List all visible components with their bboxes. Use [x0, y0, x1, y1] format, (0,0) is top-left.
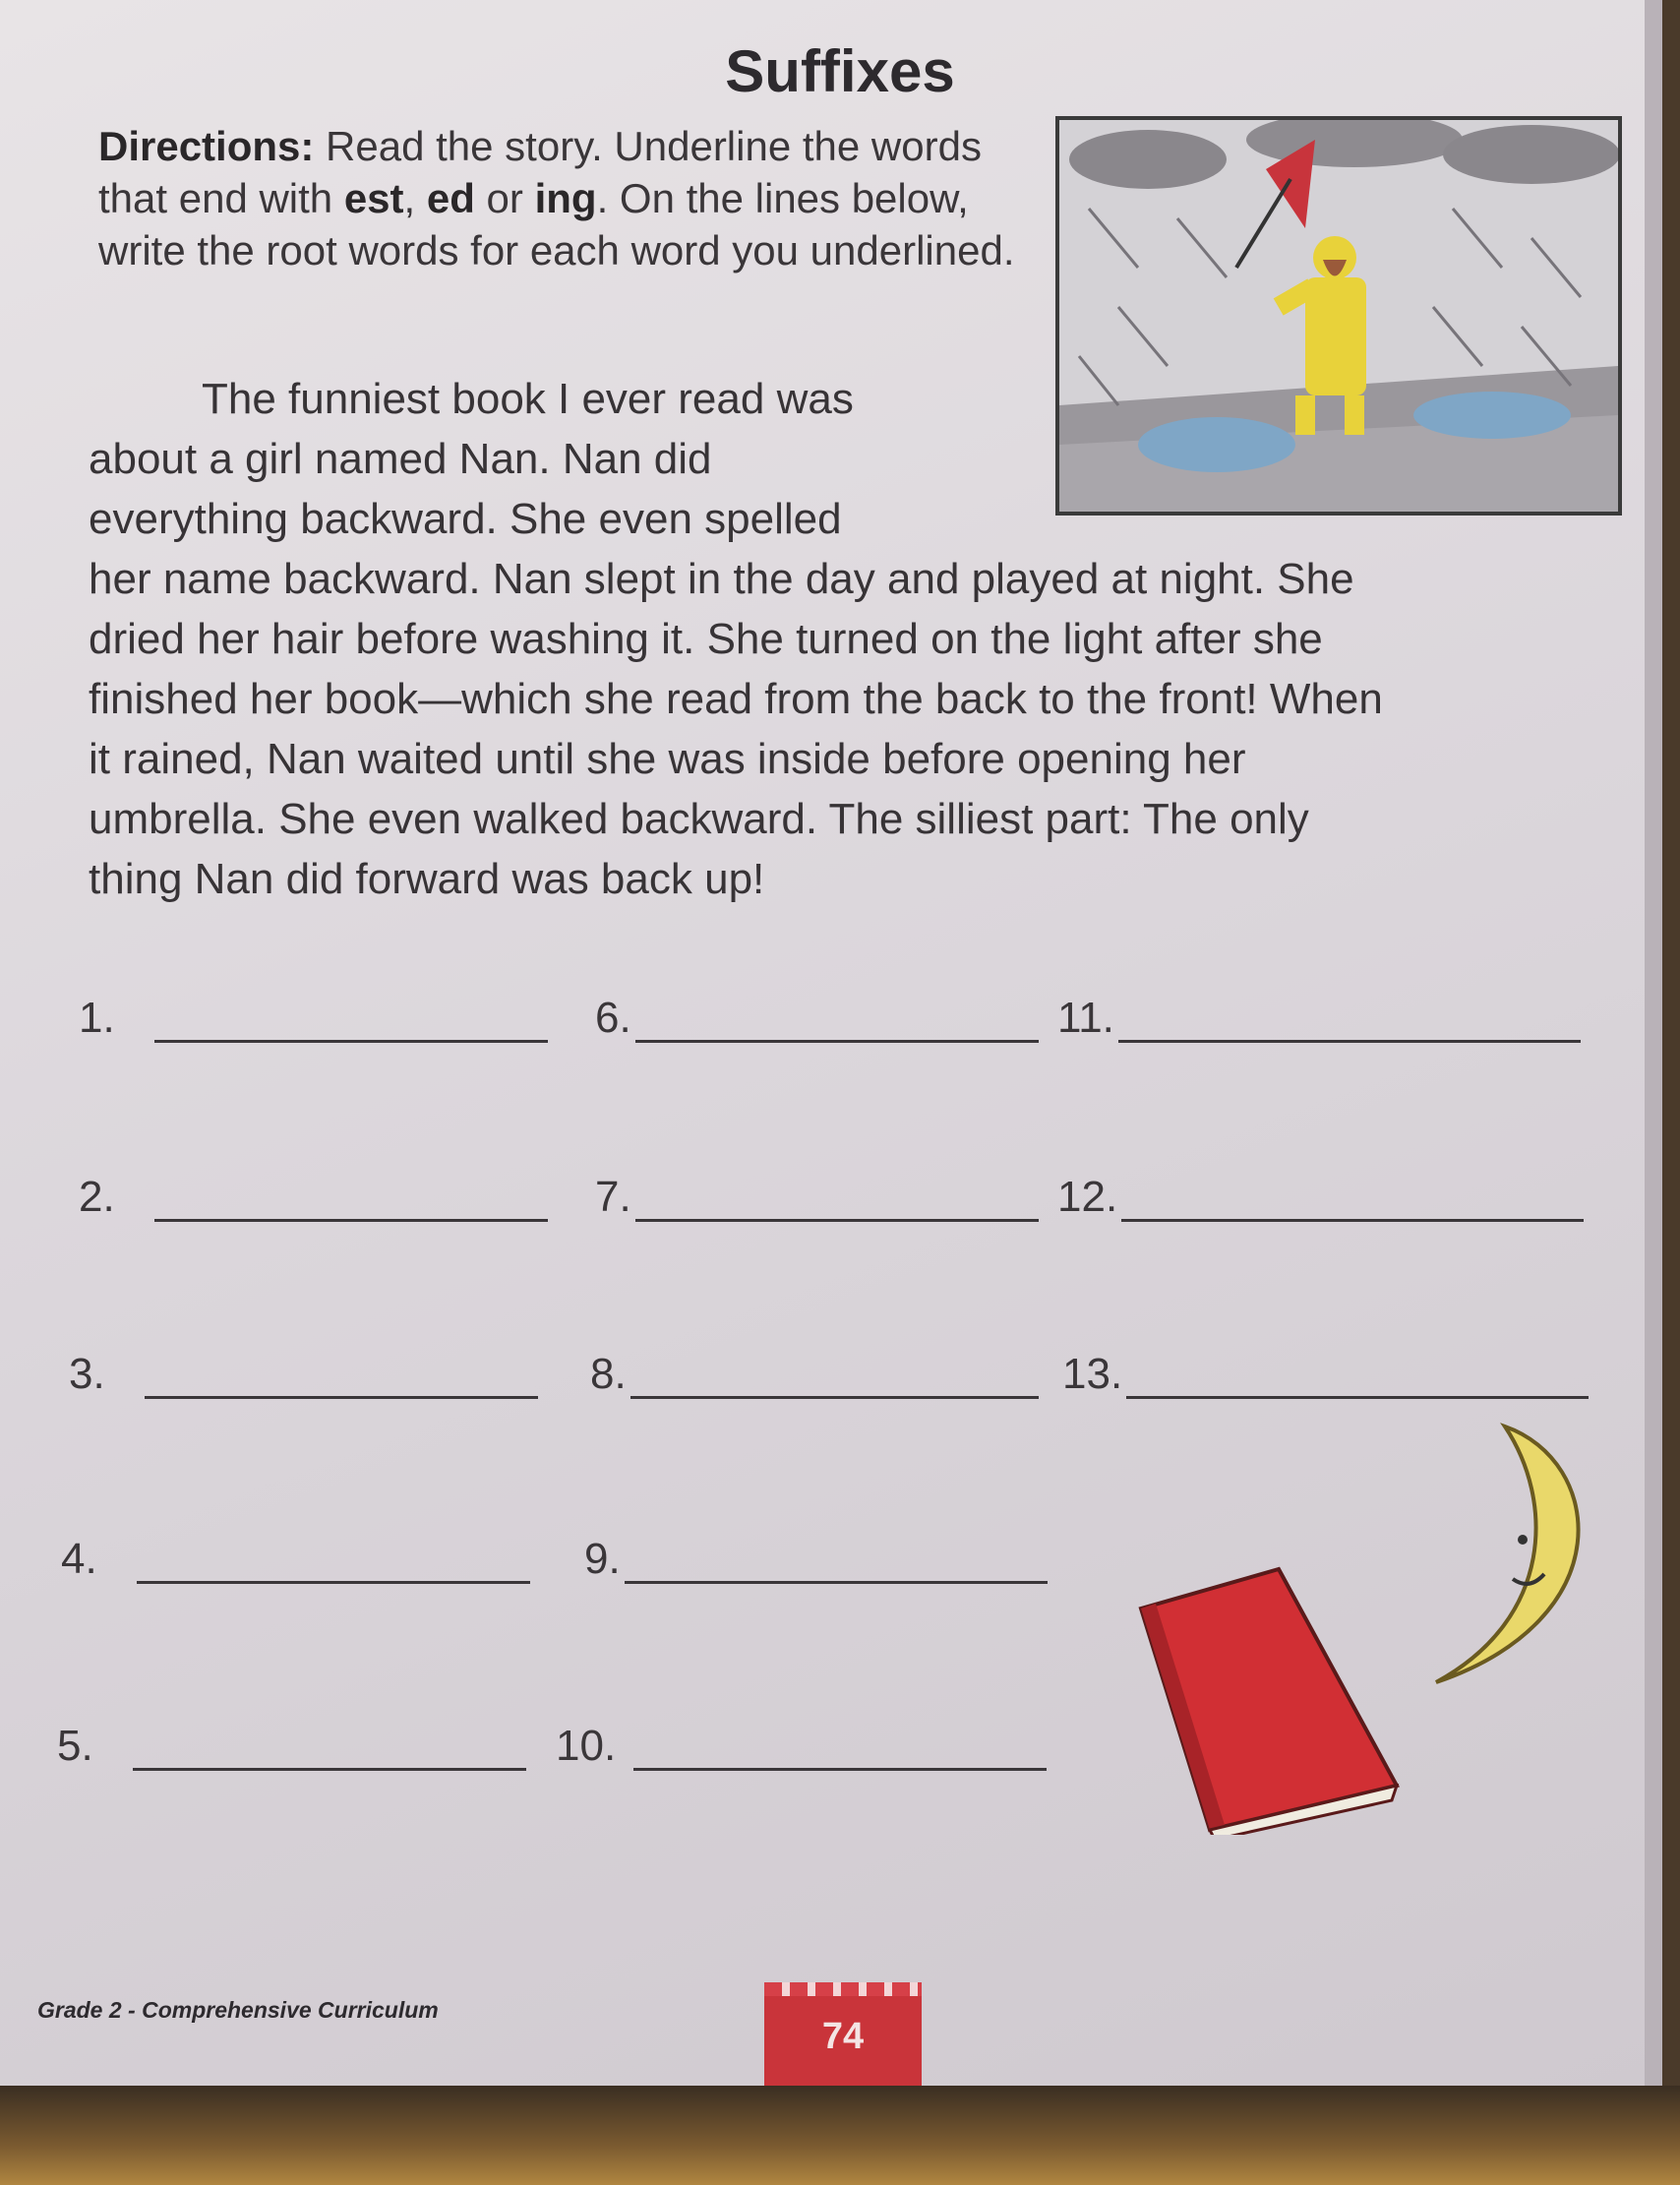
answer-blank[interactable]: [154, 1001, 548, 1043]
directions-text: [98, 120, 1043, 276]
answer-number: 12.: [1057, 1173, 1118, 1221]
answer-blank[interactable]: [635, 1001, 1039, 1043]
story-line: everything backward. She even spelled: [89, 495, 842, 543]
answer-number: 8.: [590, 1350, 627, 1398]
suffix-est: est: [343, 175, 404, 221]
answer-line-9[interactable]: [584, 1535, 1048, 1584]
answer-number: 13.: [1062, 1350, 1123, 1398]
answer-number: 6.: [595, 994, 631, 1042]
desk-background: [0, 2086, 1680, 2185]
answer-number: 2.: [79, 1173, 115, 1221]
answer-blank[interactable]: [145, 1357, 538, 1399]
answer-line-13[interactable]: [1062, 1350, 1589, 1399]
answer-line-7[interactable]: [595, 1173, 1039, 1222]
answer-number: 9.: [584, 1535, 621, 1583]
answer-number: 3.: [69, 1350, 105, 1398]
directions-sep-2: or: [474, 175, 535, 221]
answer-number: 1.: [79, 994, 115, 1042]
answer-line-4[interactable]: [61, 1535, 530, 1584]
answer-number: 7.: [595, 1173, 631, 1221]
suffix-ing: ing: [534, 175, 597, 221]
answer-blank[interactable]: [1126, 1357, 1589, 1399]
answer-number: 4.: [61, 1535, 97, 1583]
crescent-moon-icon: [1407, 1422, 1623, 1687]
directions-part-1: Read the story. Underline the words that end with: [98, 123, 982, 221]
answer-number: 11.: [1057, 994, 1114, 1042]
story-line: umbrella. She even walked backward. The silliest part: The only: [89, 795, 1309, 843]
answer-line-2[interactable]: [79, 1173, 548, 1222]
red-book-icon: [1131, 1559, 1407, 1835]
answer-blank[interactable]: [1118, 1001, 1581, 1043]
story-line: it rained, Nan waited until she was inside before opening her: [89, 735, 1246, 783]
answer-blank[interactable]: [633, 1729, 1047, 1771]
answer-line-12[interactable]: [1057, 1173, 1584, 1222]
suffix-ed: ed: [426, 175, 475, 221]
story-line: thing Nan did forward was back up!: [89, 855, 765, 903]
page-edge: [1645, 0, 1662, 2086]
answer-line-8[interactable]: [590, 1350, 1039, 1399]
answer-blank[interactable]: [154, 1180, 548, 1222]
page-number-badge: 74: [764, 1982, 922, 2086]
answer-line-11[interactable]: [1057, 994, 1581, 1043]
story-line: her name backward. Nan slept in the day and played at night. She: [89, 555, 1354, 603]
answer-number: 5.: [57, 1722, 93, 1770]
answer-blank[interactable]: [630, 1357, 1039, 1399]
answer-line-6[interactable]: [595, 994, 1039, 1043]
answer-line-5[interactable]: [57, 1722, 526, 1771]
answer-blank[interactable]: [133, 1729, 526, 1771]
story-line-1: The funniest book I ever read was: [202, 375, 854, 423]
story-text: [89, 369, 1623, 909]
directions-label: Directions:: [98, 123, 315, 169]
page-number-decoration: [764, 1982, 922, 1996]
answer-blank[interactable]: [1121, 1180, 1584, 1222]
answer-blank[interactable]: [137, 1542, 530, 1584]
answer-line-10[interactable]: [556, 1722, 1047, 1771]
curriculum-footer: Grade 2 - Comprehensive Curriculum: [37, 1997, 439, 2023]
answer-number: 10.: [556, 1722, 617, 1770]
answer-line-1[interactable]: [79, 994, 548, 1043]
directions-sep-1: ,: [403, 175, 427, 221]
story-line: dried her hair before washing it. She turned on the light after she: [89, 615, 1323, 663]
story-line: [89, 369, 1008, 429]
story-line: finished her book—which she read from the back to the front! When: [89, 675, 1383, 723]
story-line: about a girl named Nan. Nan did: [89, 435, 712, 483]
answer-blank[interactable]: [625, 1542, 1048, 1584]
directions-part-2: . On the lines below, write the root words for each word you underlined.: [98, 175, 1015, 273]
page-title: Suffixes: [725, 38, 955, 104]
answer-blank[interactable]: [635, 1180, 1039, 1222]
answer-line-3[interactable]: [69, 1350, 538, 1399]
